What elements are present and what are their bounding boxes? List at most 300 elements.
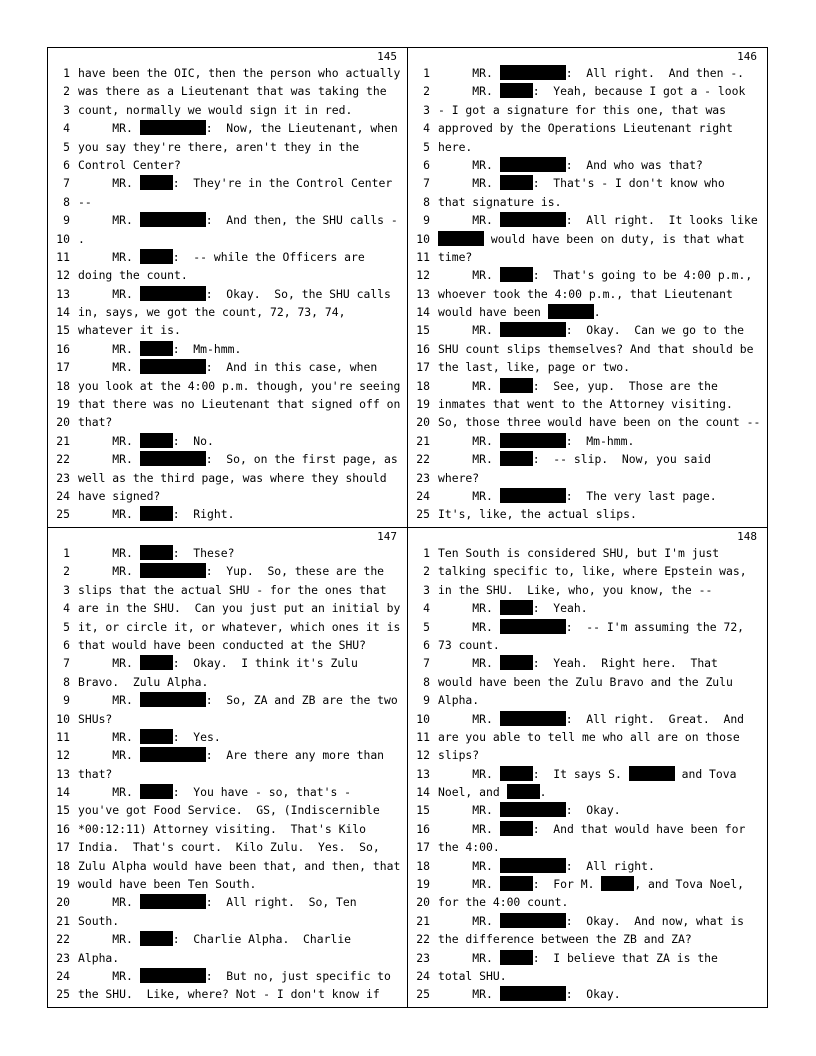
line-segment: : So, ZA and ZB are the two bbox=[205, 693, 398, 708]
line-number: 23 bbox=[56, 950, 70, 965]
line-number: 6 bbox=[63, 157, 70, 172]
line-number: 14 bbox=[56, 305, 70, 320]
redaction-box bbox=[500, 913, 566, 928]
line-segment: : Mm-hmm. bbox=[565, 433, 635, 448]
line-number: 3 bbox=[423, 102, 430, 117]
transcript-sheet bbox=[48, 48, 768, 1008]
redaction-box bbox=[500, 212, 566, 227]
line-segment: would have been bbox=[438, 305, 548, 320]
line-text bbox=[78, 949, 119, 967]
transcript-line bbox=[408, 193, 767, 211]
transcript-line bbox=[408, 912, 767, 930]
transcript-line bbox=[48, 101, 407, 119]
transcript-line bbox=[408, 450, 767, 468]
line-text bbox=[78, 138, 359, 156]
line-number: 20 bbox=[416, 415, 430, 430]
transcript-line bbox=[408, 728, 767, 746]
line-number: 23 bbox=[416, 950, 430, 965]
line-text bbox=[438, 967, 507, 985]
line-text bbox=[78, 636, 366, 654]
line-number: 1 bbox=[63, 66, 70, 80]
redaction-box bbox=[500, 766, 533, 781]
line-segment: MR. bbox=[438, 433, 500, 448]
line-text bbox=[78, 710, 112, 728]
line-number: 7 bbox=[63, 656, 70, 671]
transcript-line bbox=[48, 967, 407, 985]
line-number: 15 bbox=[416, 323, 430, 338]
line-text bbox=[438, 838, 500, 856]
line-segment: : Okay. Can we go to the bbox=[565, 323, 745, 338]
transcript-line bbox=[408, 174, 767, 192]
line-segment: MR. bbox=[438, 66, 500, 80]
line-text bbox=[438, 765, 736, 783]
transcript-line bbox=[48, 432, 407, 450]
line-segment: Bravo. Zulu Alpha. bbox=[78, 674, 209, 689]
line-text bbox=[438, 801, 621, 819]
line-segment: : All right. It looks like bbox=[565, 213, 758, 228]
line-segment: the difference between the ZB and ZA? bbox=[438, 932, 692, 947]
line-segment: . bbox=[593, 305, 601, 320]
line-segment: was there as a Lieutenant that was taking the bbox=[78, 84, 387, 99]
line-segment: Ten South is considered SHU, but I'm just bbox=[438, 546, 720, 560]
line-segment: , and Tova Noel, bbox=[634, 877, 745, 892]
line-number: 7 bbox=[423, 656, 430, 671]
line-number: 24 bbox=[416, 968, 430, 983]
line-segment: : But no, just specific to bbox=[205, 968, 391, 983]
line-text bbox=[438, 64, 744, 82]
line-number: 12 bbox=[56, 748, 70, 763]
line-number: 19 bbox=[416, 397, 430, 412]
redaction-box bbox=[140, 359, 206, 374]
line-text bbox=[438, 156, 703, 174]
transcript-line bbox=[48, 673, 407, 691]
line-segment: MR. bbox=[78, 213, 140, 228]
line-text bbox=[438, 340, 753, 358]
redaction-box bbox=[140, 692, 206, 707]
line-segment: : Okay. So, the SHU calls bbox=[205, 286, 391, 301]
line-number: 8 bbox=[423, 674, 430, 689]
line-number: 4 bbox=[423, 601, 430, 616]
transcript-line bbox=[408, 432, 767, 450]
transcript-line bbox=[408, 505, 767, 523]
line-segment: : Right. bbox=[172, 507, 235, 522]
line-text bbox=[438, 710, 744, 728]
line-number: 1 bbox=[423, 546, 430, 560]
line-text bbox=[438, 211, 758, 229]
line-text bbox=[78, 967, 391, 985]
line-segment: MR. bbox=[438, 656, 500, 671]
line-number: 3 bbox=[63, 102, 70, 117]
transcript-page bbox=[47, 47, 408, 528]
transcript-line bbox=[408, 138, 767, 156]
line-text bbox=[78, 119, 398, 137]
line-segment: Control Center? bbox=[78, 157, 181, 172]
line-text bbox=[78, 487, 160, 505]
transcript-line bbox=[48, 413, 407, 431]
redaction-box bbox=[140, 729, 173, 744]
line-text bbox=[438, 820, 745, 838]
transcript-line bbox=[48, 783, 407, 801]
line-number: 8 bbox=[63, 674, 70, 689]
line-text bbox=[78, 820, 366, 838]
redaction-box bbox=[500, 175, 533, 190]
line-segment: MR. bbox=[78, 286, 140, 301]
line-number: 22 bbox=[56, 932, 70, 947]
line-segment: : -- slip. Now, you said bbox=[532, 452, 712, 467]
line-text bbox=[438, 450, 711, 468]
transcript-line bbox=[48, 636, 407, 654]
line-segment: : All right. bbox=[565, 858, 655, 873]
line-segment: MR. bbox=[78, 748, 140, 763]
line-text bbox=[78, 654, 358, 672]
line-number: 10 bbox=[56, 711, 70, 726]
redaction-box bbox=[500, 655, 533, 670]
transcript-line bbox=[408, 783, 767, 801]
line-segment: MR. bbox=[78, 564, 140, 579]
transcript-line bbox=[48, 469, 407, 487]
line-segment: : Yeah. Right here. That bbox=[532, 656, 718, 671]
line-text bbox=[438, 174, 725, 192]
line-segment: : The very last page. bbox=[565, 488, 717, 503]
line-segment: it, or circle it, or whatever, which ones it is bbox=[78, 619, 401, 634]
line-segment: doing the count. bbox=[78, 268, 188, 283]
transcript-line bbox=[408, 765, 767, 783]
line-number: 2 bbox=[423, 564, 430, 579]
line-text bbox=[438, 746, 479, 764]
transcript-line bbox=[408, 487, 767, 505]
line-segment: MR. bbox=[438, 877, 500, 892]
line-text bbox=[438, 358, 630, 376]
transcript-page bbox=[407, 47, 768, 528]
line-text bbox=[438, 505, 637, 523]
transcript-line bbox=[408, 930, 767, 948]
line-segment: : You have - so, that's - bbox=[172, 785, 352, 800]
line-number: 13 bbox=[56, 286, 70, 301]
redaction-box bbox=[500, 711, 566, 726]
line-segment: : Now, the Lieutenant, when bbox=[205, 121, 398, 136]
line-segment: have signed? bbox=[78, 488, 161, 503]
line-text bbox=[78, 211, 398, 229]
line-number: 20 bbox=[416, 895, 430, 910]
line-number: 17 bbox=[56, 360, 70, 375]
line-number: 14 bbox=[56, 785, 70, 800]
line-number: 5 bbox=[423, 619, 430, 634]
transcript-line bbox=[408, 119, 767, 137]
line-segment: MR. bbox=[438, 950, 500, 965]
line-number: 4 bbox=[423, 121, 430, 136]
line-segment: MR. bbox=[78, 546, 140, 560]
transcript-line bbox=[408, 985, 767, 1003]
line-segment: slips? bbox=[438, 748, 480, 763]
transcript-line bbox=[408, 820, 767, 838]
transcript-line bbox=[408, 303, 767, 321]
line-number: 18 bbox=[56, 858, 70, 873]
line-segment: : That's going to be 4:00 p.m., bbox=[532, 268, 753, 283]
line-segment: 73 count. bbox=[438, 637, 500, 652]
transcript-line bbox=[48, 912, 407, 930]
line-number: 18 bbox=[56, 378, 70, 393]
line-segment: : Mm-hmm. bbox=[172, 341, 242, 356]
transcript-line bbox=[48, 765, 407, 783]
line-segment: approved by the Operations Lieutenant right bbox=[438, 121, 733, 136]
line-segment: you look at the 4:00 p.m. though, you're seeing bbox=[78, 378, 401, 393]
line-number: 16 bbox=[416, 821, 430, 836]
line-segment: you've got Food Service. GS, (Indiscernible bbox=[78, 803, 380, 818]
transcript-line bbox=[48, 340, 407, 358]
transcript-line bbox=[408, 340, 767, 358]
line-segment: are you able to tell me who all are on those bbox=[438, 729, 740, 744]
line-text bbox=[78, 912, 119, 930]
transcript-line bbox=[48, 358, 407, 376]
line-text bbox=[438, 985, 621, 1003]
line-number: 10 bbox=[56, 231, 70, 246]
line-number: 1 bbox=[423, 66, 430, 80]
transcript-line bbox=[48, 119, 407, 137]
transcript-line bbox=[408, 469, 767, 487]
line-segment: : Okay. bbox=[565, 987, 621, 1002]
transcript-line bbox=[48, 599, 407, 617]
line-segment: : And who was that? bbox=[565, 157, 703, 172]
transcript-line bbox=[408, 285, 767, 303]
line-text bbox=[78, 746, 384, 764]
transcript-line bbox=[408, 949, 767, 967]
line-segment: : Yup. So, these are the bbox=[205, 564, 385, 579]
line-segment: MR. bbox=[78, 433, 140, 448]
line-segment: MR. bbox=[438, 821, 500, 836]
line-segment: : These? bbox=[172, 546, 235, 560]
line-number: 22 bbox=[416, 452, 430, 467]
line-text bbox=[78, 857, 400, 875]
line-segment: SHUs? bbox=[78, 711, 113, 726]
line-text bbox=[78, 340, 241, 358]
line-segment: that? bbox=[78, 766, 113, 781]
line-segment: : And in this case, when bbox=[205, 360, 378, 375]
line-segment: : I believe that ZA is the bbox=[532, 950, 718, 965]
line-segment: MR. bbox=[438, 488, 500, 503]
line-segment: : See, yup. Those are the bbox=[532, 378, 718, 393]
line-number: 2 bbox=[423, 84, 430, 99]
line-number: 22 bbox=[56, 452, 70, 467]
line-text bbox=[438, 138, 472, 156]
line-segment: : Yeah, because I got a - look bbox=[532, 84, 746, 99]
line-text bbox=[438, 285, 733, 303]
transcript-line bbox=[408, 599, 767, 617]
line-segment: MR. bbox=[438, 268, 500, 283]
transcript-line bbox=[408, 82, 767, 100]
redaction-box bbox=[140, 931, 173, 946]
line-number: 16 bbox=[56, 821, 70, 836]
transcript-line bbox=[48, 138, 407, 156]
line-text bbox=[78, 82, 387, 100]
line-text bbox=[78, 728, 221, 746]
line-text bbox=[438, 912, 744, 930]
line-number: 10 bbox=[416, 231, 430, 246]
line-text bbox=[78, 230, 85, 248]
line-number: 19 bbox=[416, 877, 430, 892]
transcript-line bbox=[48, 285, 407, 303]
line-segment: slips that the actual SHU - for the ones that bbox=[78, 582, 387, 597]
line-segment: MR. bbox=[78, 452, 140, 467]
line-number: 15 bbox=[416, 803, 430, 818]
line-text bbox=[438, 636, 500, 654]
transcript-line bbox=[48, 820, 407, 838]
transcript-line bbox=[48, 710, 407, 728]
line-text bbox=[438, 266, 752, 284]
line-text bbox=[438, 432, 634, 450]
redaction-box bbox=[140, 506, 173, 521]
line-segment: whatever it is. bbox=[78, 323, 181, 338]
line-text bbox=[78, 432, 214, 450]
line-segment: : Okay. And now, what is bbox=[565, 913, 745, 928]
line-number: 21 bbox=[56, 913, 70, 928]
transcript-lines bbox=[408, 64, 767, 524]
line-text bbox=[438, 395, 733, 413]
line-segment: MR. bbox=[78, 932, 140, 947]
line-segment: well as the third page, was where they should bbox=[78, 470, 387, 485]
line-segment: *00:12:11) Attorney visiting. That's Kilo bbox=[78, 821, 367, 836]
line-number: 2 bbox=[63, 564, 70, 579]
line-segment: MR. bbox=[78, 693, 140, 708]
line-segment: the SHU. Like, where? Not - I don't know if bbox=[78, 987, 380, 1002]
line-number: 5 bbox=[63, 619, 70, 634]
line-text bbox=[438, 618, 744, 636]
line-number: 17 bbox=[416, 360, 430, 375]
redaction-box bbox=[140, 175, 173, 190]
line-segment: in, says, we got the count, 72, 73, 74, bbox=[78, 305, 346, 320]
line-segment: MR. bbox=[78, 249, 140, 264]
line-segment: Alpha. bbox=[438, 693, 480, 708]
line-number: 12 bbox=[56, 268, 70, 283]
line-segment: : That's - I don't know who bbox=[532, 176, 725, 191]
line-text bbox=[78, 377, 400, 395]
line-segment: MR. bbox=[438, 766, 500, 781]
transcript-line bbox=[48, 746, 407, 764]
transcript-line bbox=[48, 930, 407, 948]
transcript-line bbox=[48, 838, 407, 856]
line-segment: SHU count slips themselves? And that should be bbox=[438, 341, 754, 356]
page-number: 147 bbox=[377, 530, 397, 543]
redaction-box bbox=[500, 157, 566, 172]
redaction-box bbox=[629, 766, 675, 781]
line-segment: MR. bbox=[438, 913, 500, 928]
line-number: 11 bbox=[416, 249, 430, 264]
line-text bbox=[438, 581, 712, 599]
line-text bbox=[438, 544, 719, 562]
redaction-box bbox=[500, 821, 533, 836]
line-segment: the 4:00. bbox=[438, 840, 500, 855]
line-text bbox=[438, 303, 601, 321]
transcript-line bbox=[408, 746, 767, 764]
line-segment: MR. bbox=[78, 895, 140, 910]
line-number: 3 bbox=[63, 582, 70, 597]
transcript-line bbox=[48, 174, 407, 192]
line-number: 17 bbox=[56, 840, 70, 855]
line-segment: Alpha. bbox=[78, 950, 120, 965]
line-segment: in the SHU. Like, who, you know, the -- bbox=[438, 582, 713, 597]
redaction-box bbox=[500, 950, 533, 965]
line-segment: : No. bbox=[172, 433, 214, 448]
line-segment: that signature is. bbox=[438, 194, 562, 209]
line-segment: : Yeah. bbox=[532, 601, 588, 616]
line-segment: : Charlie Alpha. Charlie bbox=[172, 932, 352, 947]
line-text bbox=[438, 949, 718, 967]
line-number: 21 bbox=[416, 433, 430, 448]
line-number: 6 bbox=[63, 637, 70, 652]
line-segment: and Tova bbox=[674, 766, 737, 781]
line-segment: : All right. Great. And bbox=[565, 711, 745, 726]
transcript-line bbox=[408, 618, 767, 636]
page-number: 145 bbox=[377, 50, 397, 63]
transcript-line bbox=[48, 266, 407, 284]
line-segment: MR. bbox=[78, 507, 140, 522]
transcript-line bbox=[48, 691, 407, 709]
transcript-line bbox=[48, 949, 407, 967]
line-number: 6 bbox=[423, 637, 430, 652]
transcript-line bbox=[48, 64, 407, 82]
line-segment: MR. bbox=[438, 213, 500, 228]
line-segment: MR. bbox=[438, 987, 500, 1002]
redaction-box bbox=[500, 600, 533, 615]
line-number: 11 bbox=[56, 729, 70, 744]
line-number: 4 bbox=[63, 121, 70, 136]
line-segment: MR. bbox=[438, 711, 500, 726]
redaction-box bbox=[500, 451, 533, 466]
line-segment: MR. bbox=[438, 601, 500, 616]
line-text bbox=[438, 691, 479, 709]
line-number: 9 bbox=[63, 693, 70, 708]
line-segment: MR. bbox=[78, 341, 140, 356]
redaction-box bbox=[500, 488, 566, 503]
line-segment: : -- while the Officers are bbox=[172, 249, 365, 264]
line-segment: MR. bbox=[78, 656, 140, 671]
line-number: 9 bbox=[423, 213, 430, 228]
transcript-line bbox=[48, 211, 407, 229]
line-text bbox=[78, 450, 398, 468]
redaction-box bbox=[140, 249, 173, 264]
line-segment: - I got a signature for this one, that was bbox=[438, 102, 727, 117]
transcript-line bbox=[48, 654, 407, 672]
redaction-box bbox=[140, 286, 206, 301]
line-number: 9 bbox=[423, 693, 430, 708]
line-number: 25 bbox=[416, 507, 430, 522]
line-text bbox=[438, 413, 760, 431]
line-segment: -- bbox=[78, 194, 92, 209]
line-segment: MR. bbox=[438, 176, 500, 191]
page-number: 146 bbox=[737, 50, 757, 63]
line-segment: : Are there any more than bbox=[205, 748, 385, 763]
line-segment: MR. bbox=[78, 360, 140, 375]
line-number: 24 bbox=[56, 488, 70, 503]
transcript-line bbox=[48, 156, 407, 174]
line-segment: : Okay. I think it's Zulu bbox=[172, 656, 358, 671]
line-segment: : All right. And then -. bbox=[565, 66, 745, 80]
transcript-line bbox=[408, 838, 767, 856]
line-number: 6 bbox=[423, 157, 430, 172]
redaction-box bbox=[500, 378, 533, 393]
line-number: 25 bbox=[416, 987, 430, 1002]
line-segment: you say they're there, aren't they in the bbox=[78, 139, 360, 154]
line-number: 11 bbox=[416, 729, 430, 744]
line-text bbox=[78, 285, 391, 303]
transcript-line bbox=[48, 618, 407, 636]
line-number: 24 bbox=[56, 968, 70, 983]
line-segment: MR. bbox=[438, 452, 500, 467]
line-number: 19 bbox=[56, 397, 70, 412]
line-number: 18 bbox=[416, 858, 430, 873]
line-number: 24 bbox=[416, 488, 430, 503]
line-segment: where? bbox=[438, 470, 480, 485]
line-segment: whoever took the 4:00 p.m., that Lieutenant bbox=[438, 286, 733, 301]
